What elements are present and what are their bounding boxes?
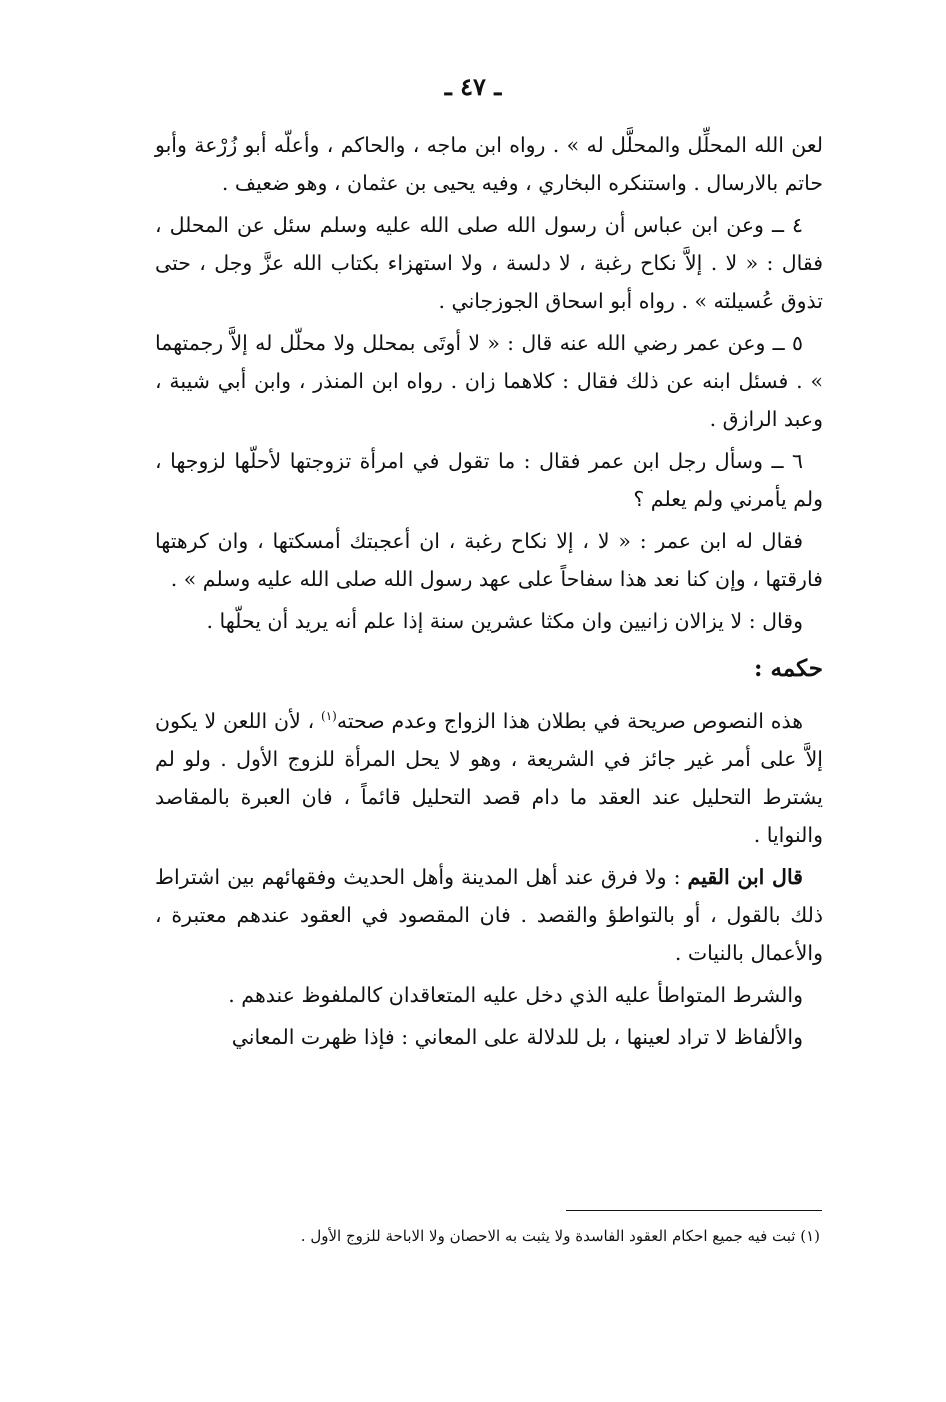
- paragraph-ibn-qayyim: [155, 858, 823, 972]
- footnote: (١) ثبت فيه جميع احكام العقود الفاسدة ولا يثبت به الاحصان ولا الاباحة للزوج الأول .: [300, 1227, 820, 1245]
- ruling-text-end: ، لأن اللعن لا يكون إلاَّ على أمر غير جائز في الشريعة ، وهو لا يحل المرأة للزوج الأول . ولو لم يشترط التحليل عند العقد ما دام قصد التحليل قائماً ، فان العبرة بالمقاصد والنوايا .: [155, 709, 823, 847]
- paragraph-hadith-5: ٥ ــ وعن عمر رضي الله عنه قال : « لا أوتَى بمحلل ولا محلّل له إلاَّ رجمتهما » . فسئل ابنه عن ذلك فقال : كلاهما زان . رواه ابن المنذر ، وابن أبي شيبة ، وعبد الرازق .: [155, 331, 823, 431]
- footnote-divider: [566, 1210, 822, 1211]
- section-heading-ruling: حكمه :: [753, 655, 823, 682]
- paragraph-words-meanings: والألفاظ لا تراد لعينها ، بل للدلالة على المعاني : فإذا ظهرت المعاني: [231, 1025, 803, 1049]
- paragraph-stipulated-condition: والشرط المتواطأ عليه الذي دخل عليه المتعاقدان كالملفوظ عندهم .: [228, 983, 803, 1007]
- paragraph-hadith-tail: لعن الله المحلِّل والمحلَّل له » . رواه ابن ماجه ، والحاكم ، وأعلّه أبو زُرْعة وأبو حاتم بالارسال . واستنكره البخاري ، وفيه يحيى بن عثمان ، وهو ضعيف .: [155, 133, 823, 195]
- paragraph-ibn-umar-answer: فقال له ابن عمر : « لا ، إلا نكاح رغبة ، ان أعجبتك أمسكتها ، وان كرهتها فارقتها ، وإن كنا نعد هذا سفاحاً على عهد رسول الله صلى الله عليه وسلم » .: [155, 529, 823, 591]
- paragraph-hadith-4: ٤ ــ وعن ابن عباس أن رسول الله صلى الله عليه وسلم سئل عن المحلل ، فقال : « لا . إلاَّ نكاح رغبة ، لا دلسة ، ولا استهزاء بكتاب الله عزَّ وجل ، حتى تذوق عُسيلته » . رواه أبو اسحاق الجوزجاني .: [155, 213, 823, 313]
- ruling-text-start: هذه النصوص صريحة في بطلان هذا الزواج وعدم صحته: [336, 709, 804, 733]
- paragraph-ruling: [155, 702, 823, 854]
- paragraph-hadith-6: ٦ ــ وسأل رجل ابن عمر فقال : ما تقول في امرأة تزوجتها لأحلّها لزوجها ، ولم يأمرني ولم يعلم ؟: [155, 449, 823, 511]
- paragraph-ibn-umar-saying: وقال : لا يزالان زانيين وان مكثا عشرين سنة إذا علم أنه يريد أن يحلّها .: [206, 609, 803, 633]
- page-number: ـ ٤٧ ـ: [444, 72, 502, 101]
- ibn-qayyim-text: : ولا فرق عند أهل المدينة وأهل الحديث وفقهائهم بين اشتراط ذلك بالقول ، أو بالتواطؤ والقصد . فان المقصود في العقود عندهم معتبرة ، والأعمال بالنيات .: [155, 865, 823, 965]
- page-body: [155, 126, 823, 1060]
- ibn-qayyim-lead: قال ابن القيم: [687, 865, 803, 889]
- footnote-reference: (١): [321, 709, 337, 724]
